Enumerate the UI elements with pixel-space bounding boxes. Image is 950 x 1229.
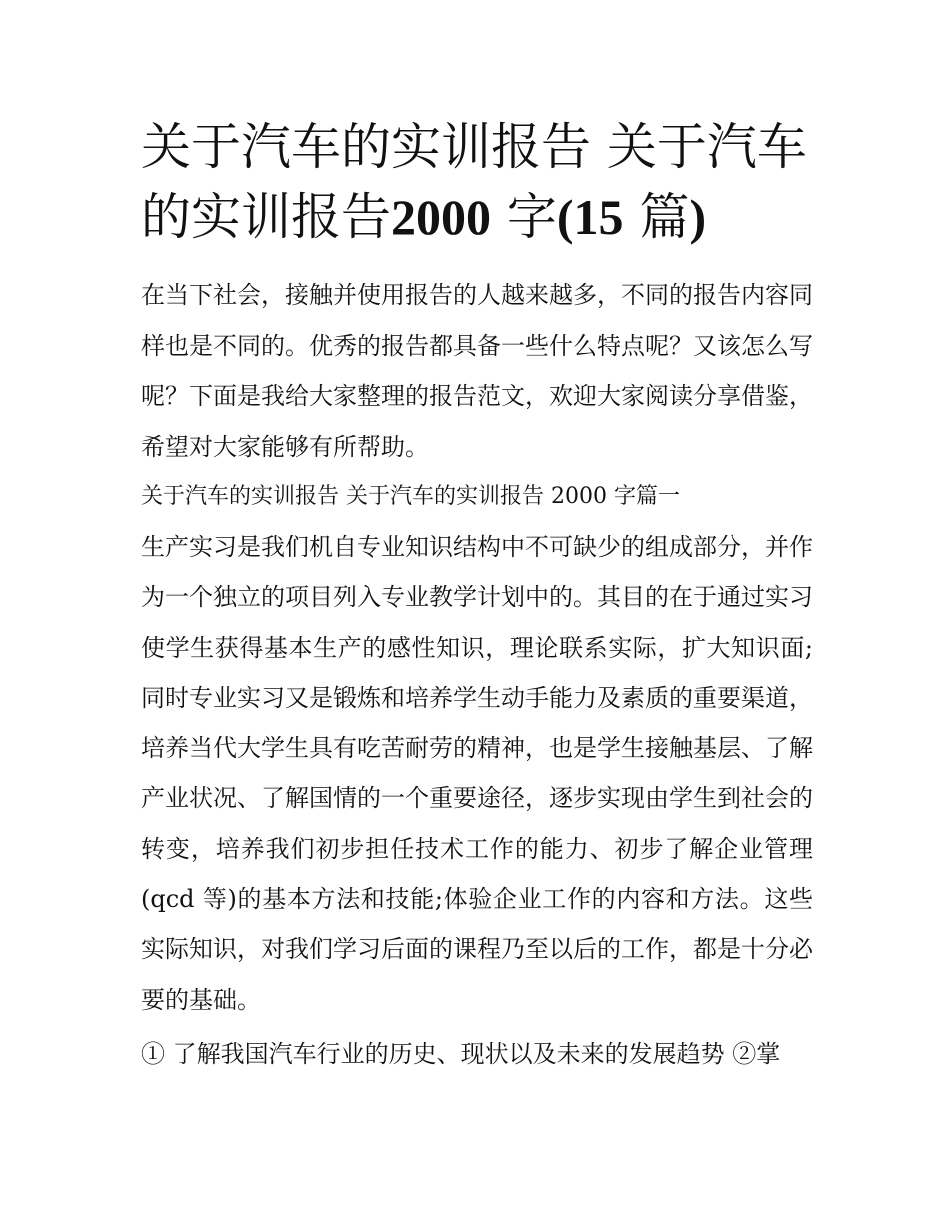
document-page (141, 112, 813, 1079)
title-text-pian: 篇 (623, 188, 690, 246)
title-number: 2000 (391, 189, 491, 245)
title-count-open: (15 (556, 189, 624, 245)
document-title (141, 112, 813, 252)
title-text-zi: 字 (491, 188, 557, 246)
title-count-close: ) (689, 189, 707, 245)
body-paragraph: 生产实习是我们机自专业知识结构中不可缺少的组成部分，并作为一个独立的项目列入专业教学计划中的。其目的在于通过实习使学生获得基本生产的感性知识，理论联系实际，扩大知识面;同时专业实习又是锻炼和培养学生动手能力及素质的重要渠道，培养当代大学生具有吃苦耐劳的精神，也是学生接触基层、了解产业状况、了解国情的一个重要途径，逐步实现由学生到社会的转变，培养我们初步担任技术工作的能力、初步了解企业管理(qcd 等)的基本方法和技能;体验企业工作的内容和方法。这些实际知识，对我们学习后面的课程乃至以后的工作，都是十分必要的基础。 (141, 533, 813, 1014)
title-text: 关于汽车的实训报告 关于汽车的实训报告 (141, 118, 807, 246)
section-heading: 关于汽车的实训报告 关于汽车的实训报告 2000 字篇一 (141, 484, 680, 509)
intro-paragraph: 在当下社会，接触并使用报告的人越来越多，不同的报告内容同样也是不同的。优秀的报告都具备一些什么特点呢？又该怎么写呢？下面是我给大家整理的报告范文，欢迎大家阅读分享借鉴，希望对大家能够有所帮助。 (141, 281, 813, 461)
list-item-line: ① 了解我国汽车行业的历史、现状以及未来的发展趋势 ②掌 (141, 1039, 781, 1068)
